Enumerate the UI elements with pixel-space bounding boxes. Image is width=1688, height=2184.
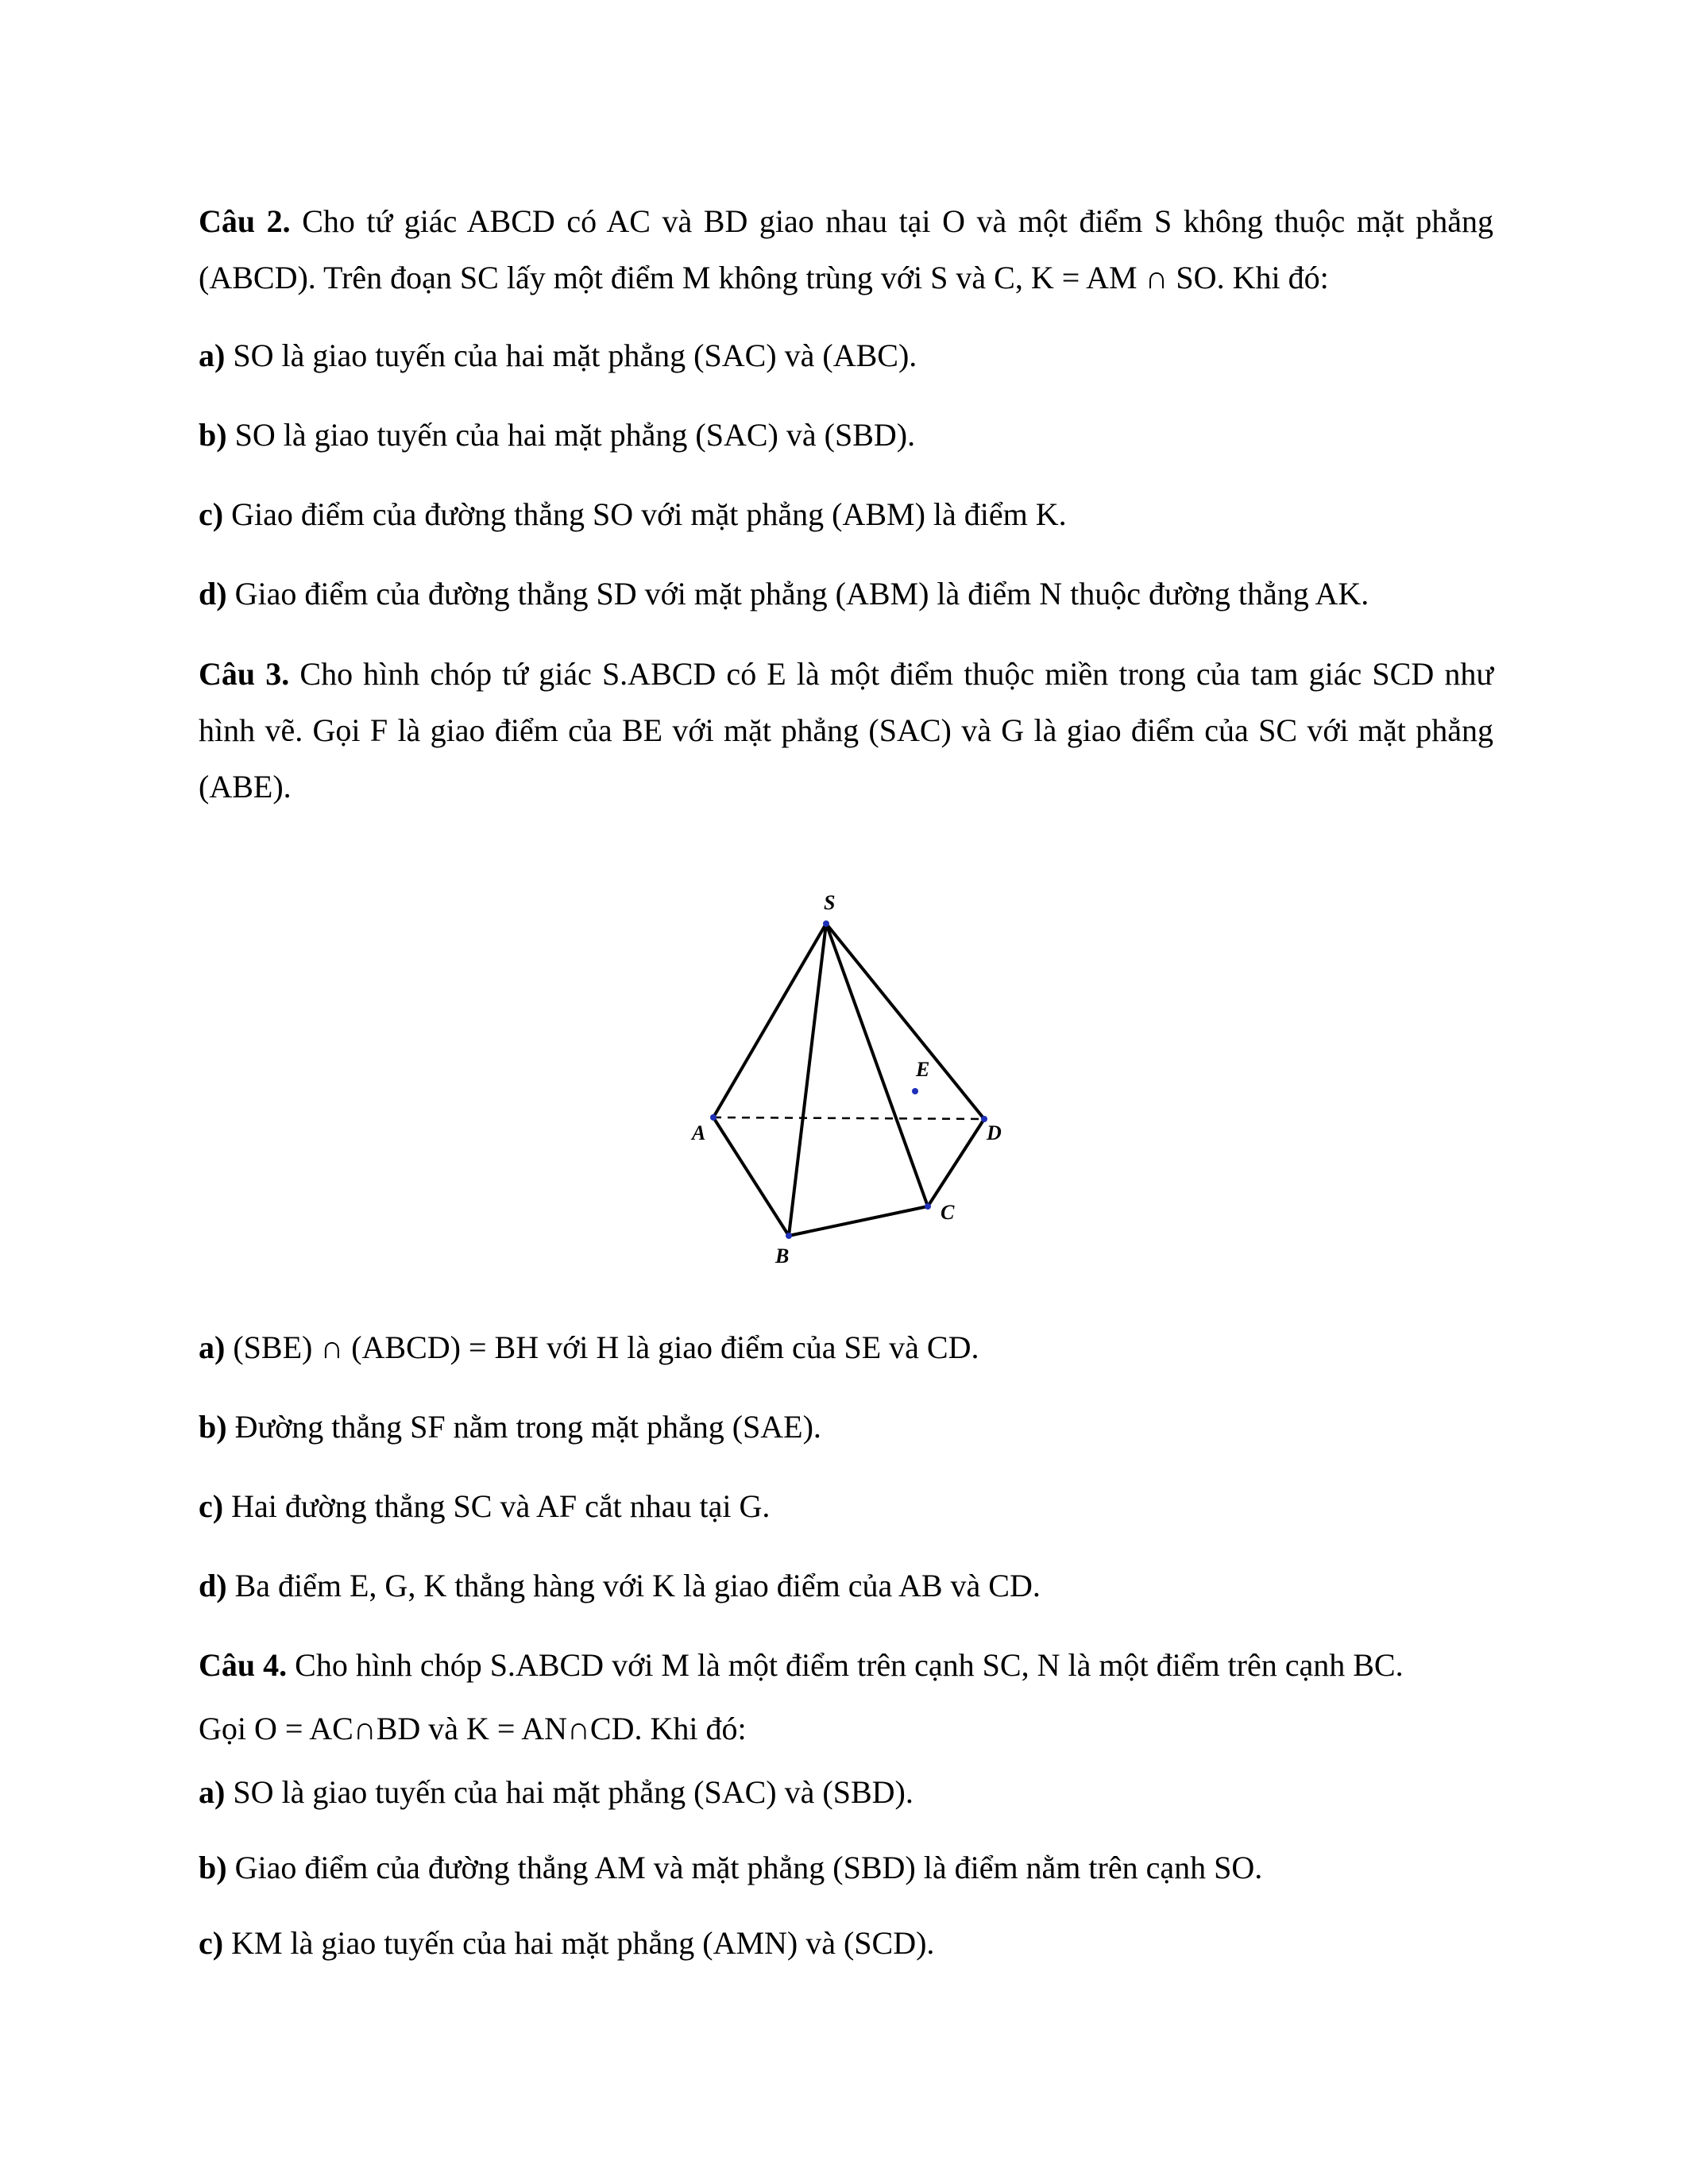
q2-item-d-text: Giao điểm của đường thẳng SD với mặt phẳng (ABM) là điểm N thuộc đường thẳng AK. xyxy=(226,576,1369,612)
q4-item-c-text: KM là giao tuyến của hai mặt phẳng (AMN) và (SCD). xyxy=(223,1925,935,1961)
label-S: S xyxy=(824,891,836,914)
q4-item-c-key: c) xyxy=(199,1925,224,1961)
q2-item-b-key: b) xyxy=(199,417,227,453)
q3-item-c xyxy=(199,1487,770,1526)
label-E: E xyxy=(916,1058,930,1081)
point-E xyxy=(912,1088,918,1094)
q3-item-a-key: a) xyxy=(199,1329,226,1365)
q3-item-d xyxy=(199,1566,1041,1606)
label-A: A xyxy=(692,1121,706,1144)
point-B xyxy=(786,1233,792,1239)
q3-item-b xyxy=(199,1407,821,1447)
q4-text: Cho hình chóp S.ABCD với M là một điểm trên cạnh SC, N là một điểm trên cạnh BC. xyxy=(287,1647,1404,1683)
q2-item-a-text: SO là giao tuyến của hai mặt phẳng (SAC) và (ABC). xyxy=(225,338,917,373)
q2-item-c-key: c) xyxy=(199,496,224,532)
q3-item-a xyxy=(199,1328,979,1368)
point-A xyxy=(710,1114,717,1121)
edge-SD xyxy=(826,924,984,1119)
q2-text: Cho tứ giác ABCD có AC và BD giao nhau tại O và một điểm S không thuộc mặt phẳng (ABCD). Trên đoạn SC lấy một điểm M không trùng với S và C, K = AM ∩ SO. Khi đó: xyxy=(199,203,1494,295)
edge-CD xyxy=(928,1119,984,1206)
q3-item-a-text: (SBE) ∩ (ABCD) = BH với H là giao điểm của SE và CD. xyxy=(225,1329,979,1365)
q3-text: Cho hình chóp tứ giác S.ABCD có E là một điểm thuộc miền trong của tam giác SCD như hình vẽ. Gọi F là giao điểm của BE với mặt phẳng (SAC) và G là giao điểm của SC với mặt phẳng (ABE). xyxy=(199,656,1494,805)
q2-item-d-key: d) xyxy=(199,576,227,612)
edge-SB xyxy=(789,924,826,1236)
label-D: D xyxy=(987,1121,1002,1144)
edge-AB xyxy=(713,1117,789,1236)
q4-item-a-key: a) xyxy=(199,1774,226,1810)
point-C xyxy=(925,1203,931,1210)
q3-item-d-key: d) xyxy=(199,1568,227,1603)
q4-item-b xyxy=(199,1848,1262,1888)
q4-item-c xyxy=(199,1924,934,1963)
point-S xyxy=(823,920,829,927)
q4-item-a xyxy=(199,1773,914,1812)
q2-label: Câu 2. xyxy=(199,203,291,239)
q3-item-c-key: c) xyxy=(199,1488,224,1524)
edge-SC xyxy=(826,924,928,1206)
q4-stem-line2: Gọi O = AC∩BD và K = AN∩CD. Khi đó: xyxy=(199,1711,747,1746)
q4-item-a-text: SO là giao tuyến của hai mặt phẳng (SAC) và (SBD). xyxy=(225,1774,914,1810)
q3-item-c-text: Hai đường thẳng SC và AF cắt nhau tại G. xyxy=(223,1488,771,1524)
q3-item-d-text: Ba điểm E, G, K thẳng hàng với K là giao điểm của AB và CD. xyxy=(226,1568,1041,1603)
q3-label: Câu 3. xyxy=(199,656,290,692)
edge-AD-hidden xyxy=(713,1117,984,1119)
edge-BC xyxy=(789,1206,928,1236)
q3-item-b-text: Đường thẳng SF nằm trong mặt phẳng (SAE). xyxy=(226,1409,821,1445)
q2-item-b-text: SO là giao tuyến của hai mặt phẳng (SAC) và (SBD). xyxy=(226,417,916,453)
q3-item-b-key: b) xyxy=(199,1409,227,1445)
label-C: C xyxy=(941,1201,955,1224)
q4-label: Câu 4. xyxy=(199,1647,288,1683)
label-B: B xyxy=(775,1244,790,1268)
q4-item-b-text: Giao điểm của đường thẳng AM và mặt phẳng (SBD) là điểm nằm trên cạnh SO. xyxy=(226,1850,1263,1885)
edge-SA xyxy=(713,924,826,1117)
q2-item-a-key: a) xyxy=(199,338,226,373)
q2-item-c-text: Giao điểm của đường thẳng SO với mặt phẳng (ABM) là điểm K. xyxy=(223,496,1067,532)
q4-item-b-key: b) xyxy=(199,1850,227,1885)
q4-stem xyxy=(199,1646,1404,1685)
